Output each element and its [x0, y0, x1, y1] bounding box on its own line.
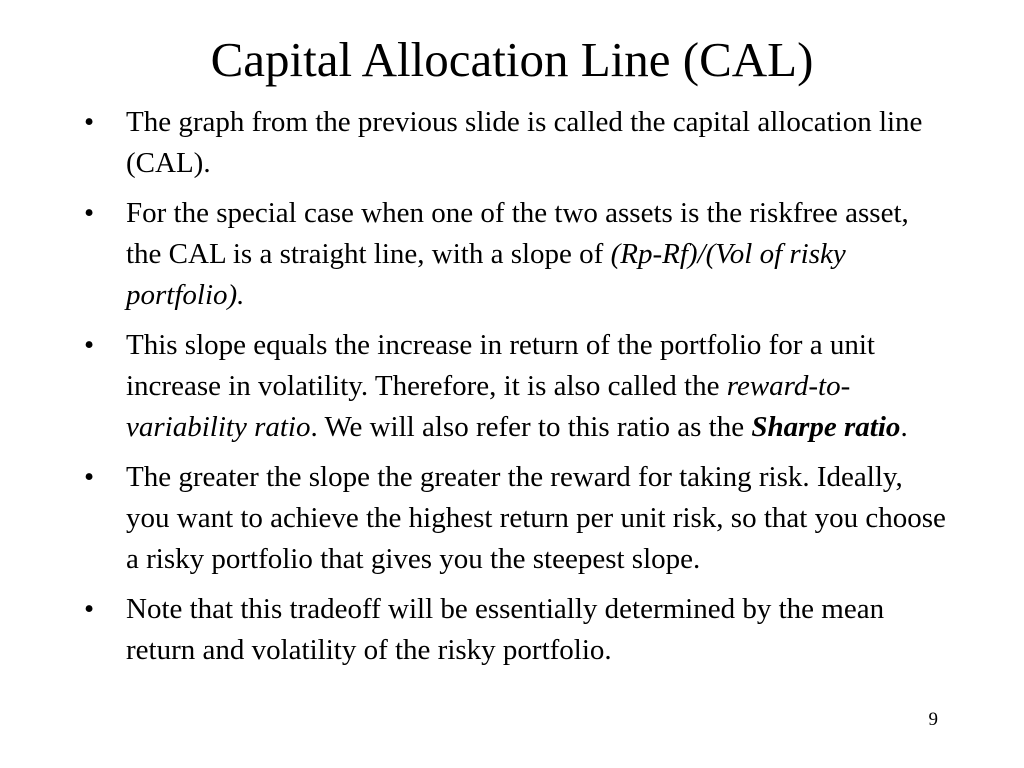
bullet-marker: • — [84, 106, 95, 138]
slope-formula: (Rp-Rf)/(Vol of risky portfolio). — [126, 238, 846, 311]
bullet-marker: • — [84, 329, 95, 361]
bullet-text: Note that this tradeoff will be essentially determined by the mean return and volatility of the risky portfolio. — [126, 593, 885, 666]
bullet-marker: • — [84, 461, 95, 493]
bullet-text: For the special case when one of the two assets is the riskfree asset, the CAL is a straight line, with a slope of — [126, 197, 909, 270]
bullet-text: This slope equals the increase in return of the portfolio for a unit increase in volatility. Therefore, it is also called the — [126, 329, 875, 402]
bullet-item — [84, 193, 946, 316]
reward-to-variability-term: reward-to-variability ratio — [126, 370, 851, 443]
bullet-list — [84, 102, 946, 680]
sharpe-ratio-term: Sharpe ratio — [751, 411, 901, 443]
bullet-item — [84, 102, 946, 184]
bullet-text: The graph from the previous slide is called the capital allocation line (CAL). — [126, 106, 923, 179]
bullet-marker: • — [84, 197, 95, 229]
bullet-item — [84, 325, 946, 448]
bullet-text: . We will also refer to this ratio as the — [310, 411, 752, 443]
bullet-item — [84, 589, 946, 671]
bullet-item — [84, 457, 946, 580]
bullet-text: . — [900, 411, 908, 443]
bullet-marker: • — [84, 593, 95, 625]
bullet-text: The greater the slope the greater the reward for taking risk. Ideally, you want to achieve the highest return per unit risk, so that you choose a risky portfolio that gives you the steepest slope. — [126, 461, 946, 575]
slide-title: Capital Allocation Line (CAL) — [210, 32, 814, 87]
page-number: 9 — [928, 709, 938, 730]
